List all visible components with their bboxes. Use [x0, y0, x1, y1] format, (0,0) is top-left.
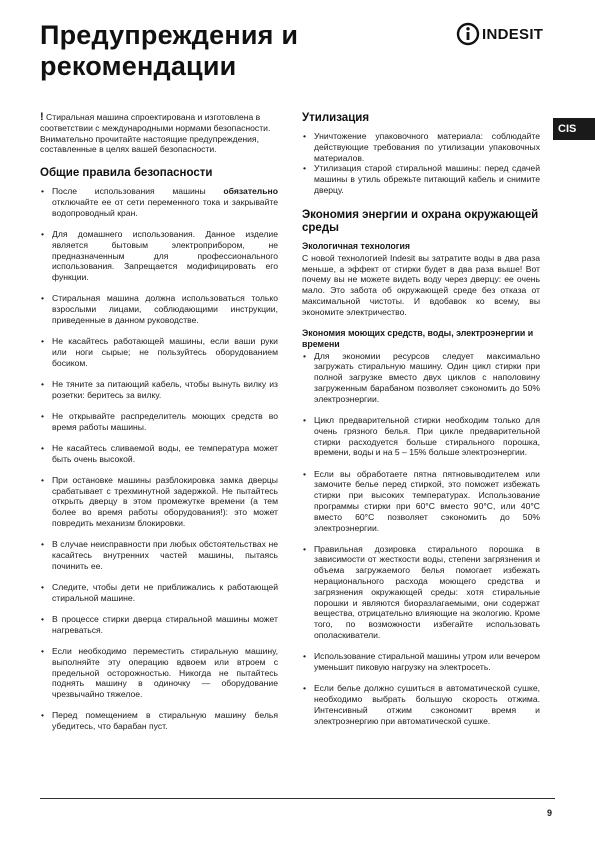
safety-item [40, 582, 278, 604]
language-tab[interactable]: CIS [553, 118, 595, 140]
safety-item [40, 411, 278, 433]
disposal-heading: Утилизация [302, 112, 370, 124]
item-text: В процессе стирки дверца стиральной машины может нагреваться. [52, 614, 278, 635]
safety-item [40, 336, 278, 368]
item-text: Не открывайте распределитель моющих средств во время работы машины. [52, 410, 278, 432]
eco-text: С новой технологией Indesit вы затратите воды в два раза меньше, а эффект от стирки будет в два раза выше! Вот почему вы не можете видеть воду через дверцу: ее очень мало. Это забота об окружающей среде без отказа от максимальной чистоты. И вдобавок ко всему, вы экономите электричество. [302, 252, 540, 317]
left-column [40, 112, 278, 742]
safety-heading: Общие правила безопасности [40, 167, 213, 180]
saving-item: • Если вы обработаете пятна пятновыводителем или замочите белье перед стиркой, это поможет избежать стирки при высоких температурах. Использование программы стирки при 60°C вместо 90°C, или 40°C вместо 60°C позволяет сэкономить до 50% электроэнергии. [302, 469, 540, 534]
item-text: Не тяните за питающий кабель, чтобы вынуть вилку из розетки: беритесь за вилку. [52, 378, 278, 400]
safety-item [40, 293, 278, 325]
footer-rule [40, 798, 555, 799]
disposal-list [302, 131, 540, 196]
item-text-tail: отключайте ее от сети переменного тока и закрывайте водопроводный кран. [52, 196, 278, 218]
saving-item: • Цикл предварительной стирки необходим только для очень грязного белья. При цикле предварительной стирки расходуется больше стирального порошка, времени, воды и на 5 – 15% больше электроэнергии. [302, 415, 540, 458]
safety-list [40, 186, 278, 732]
indesit-mark-icon [456, 22, 480, 46]
item-text: Не касайтесь работающей машины, если ваши руки или ноги сырые; не пользуйтесь оборудованием босиком. [52, 336, 278, 368]
safety-item [40, 539, 278, 571]
saving-item: • Правильная дозировка стирального порошка в зависимости от жесткости воды, степени загрязнения и объема загружаемого белья помогает избежать нерационального расхода моющего средства и загрязнения окружающей среды: хотя стиральные порошки и являются биоразлагаемыми, они содержат вещества, отрицательно влияющие на экологию. Кроме того, по возможности избегайте использовать ополаскиватели. [302, 544, 540, 641]
item-text: Не касайтесь сливаемой воды, ее температура может быть очень высокой. [52, 442, 278, 464]
intro-text: Стиральная машина спроектирована и изготовлена в соответствии с международными нормами безопасности. Внимательно прочитайте настоящие предупреждения, составленные в целях вашей безопасности. [40, 112, 271, 155]
intro-paragraph [40, 112, 278, 155]
title-line-1: Предупреждения и [40, 20, 299, 50]
item-emphasis: обязательно [223, 186, 278, 197]
item-text: Для домашнего использования. Данное изделие является бытовым электроприбором, не предназначенным для профессионального использования. Запрещается модифицировать его функции. [52, 228, 278, 283]
economy-section [302, 209, 540, 727]
item-text: В случае неисправности при любых обстоятельствах не касайтесь внутренних частей машины, пытаясь починить ее. [52, 539, 278, 571]
saving-item: • Использование стиральной машины утром или вечером уменьшит пиковую нагрузку на электросеть. [302, 651, 540, 673]
item-text: После использования машины [52, 186, 224, 197]
right-column [302, 112, 540, 737]
economy-heading: Экономия энергии и охрана окружающей среды [302, 208, 539, 234]
item-text: Следите, чтобы дети не приближались к работающей стиральной машине. [52, 582, 278, 603]
disposal-section [302, 112, 540, 196]
saving-list [302, 351, 540, 727]
saving-subheading: Экономия моющих средств, воды, электроэнергии и времени [302, 327, 534, 349]
safety-item [40, 475, 278, 529]
warning-mark: ! [40, 111, 44, 123]
item-text: При остановке машины разблокировка замка дверцы срабатывает с трехминутной задержкой. Не пытайтесь открыть дверцу в этом промежутке времени (а тем более во время работы оборудования!): это может повредить механизм блокировки. [52, 474, 278, 529]
item-text: Перед помещением в стиральную машину белья убедитесь, что барабан пуст. [52, 710, 278, 732]
disposal-item: • Уничтожение упаковочного материала: соблюдайте действующие требования по утилизации упаковочных материалов. [302, 131, 540, 163]
brand-logo [456, 22, 543, 46]
safety-item [40, 229, 278, 283]
disposal-item: • Утилизация старой стиральной машины: перед сдачей машины в утиль обрежьте питающий кабель и снимите дверцу. [302, 163, 540, 195]
safety-item [40, 443, 278, 465]
safety-item [40, 710, 278, 732]
safety-item [40, 186, 278, 218]
eco-subheading: Экологичная технология [302, 240, 411, 251]
title-line-2: рекомендации [40, 51, 237, 81]
safety-item [40, 614, 278, 636]
safety-item [40, 379, 278, 401]
page-title [40, 20, 298, 82]
saving-item: • Если белье должно сушиться в автоматической сушке, необходимо выбрать большую скорость отжима. Интенсивный отжим сэкономит время и электроэнергию при автоматической сушке. [302, 683, 540, 726]
saving-item: • Для экономии ресурсов следует максимально загружать стиральную машину. Один цикл стирки при полной загрузке вместо двух циклов с наполовину загруженным барабаном позволяет сэкономить до 50% электроэнергии. [302, 351, 540, 405]
item-text: Если необходимо переместить стиральную машину, выполняйте эту операцию вдвоем или втроем с предельной осторожностью. Никогда не пытайтесь поднять машину в одиночку — оборудование чрезвычайно тяжелое. [52, 645, 278, 700]
brand-name: INDESIT [482, 25, 544, 43]
safety-item [40, 646, 278, 700]
item-text: Стиральная машина должна использоваться только взрослыми лицами, соблюдающими инструкции, приведенные в данном руководстве. [52, 293, 278, 325]
page-number: 9 [547, 808, 553, 818]
